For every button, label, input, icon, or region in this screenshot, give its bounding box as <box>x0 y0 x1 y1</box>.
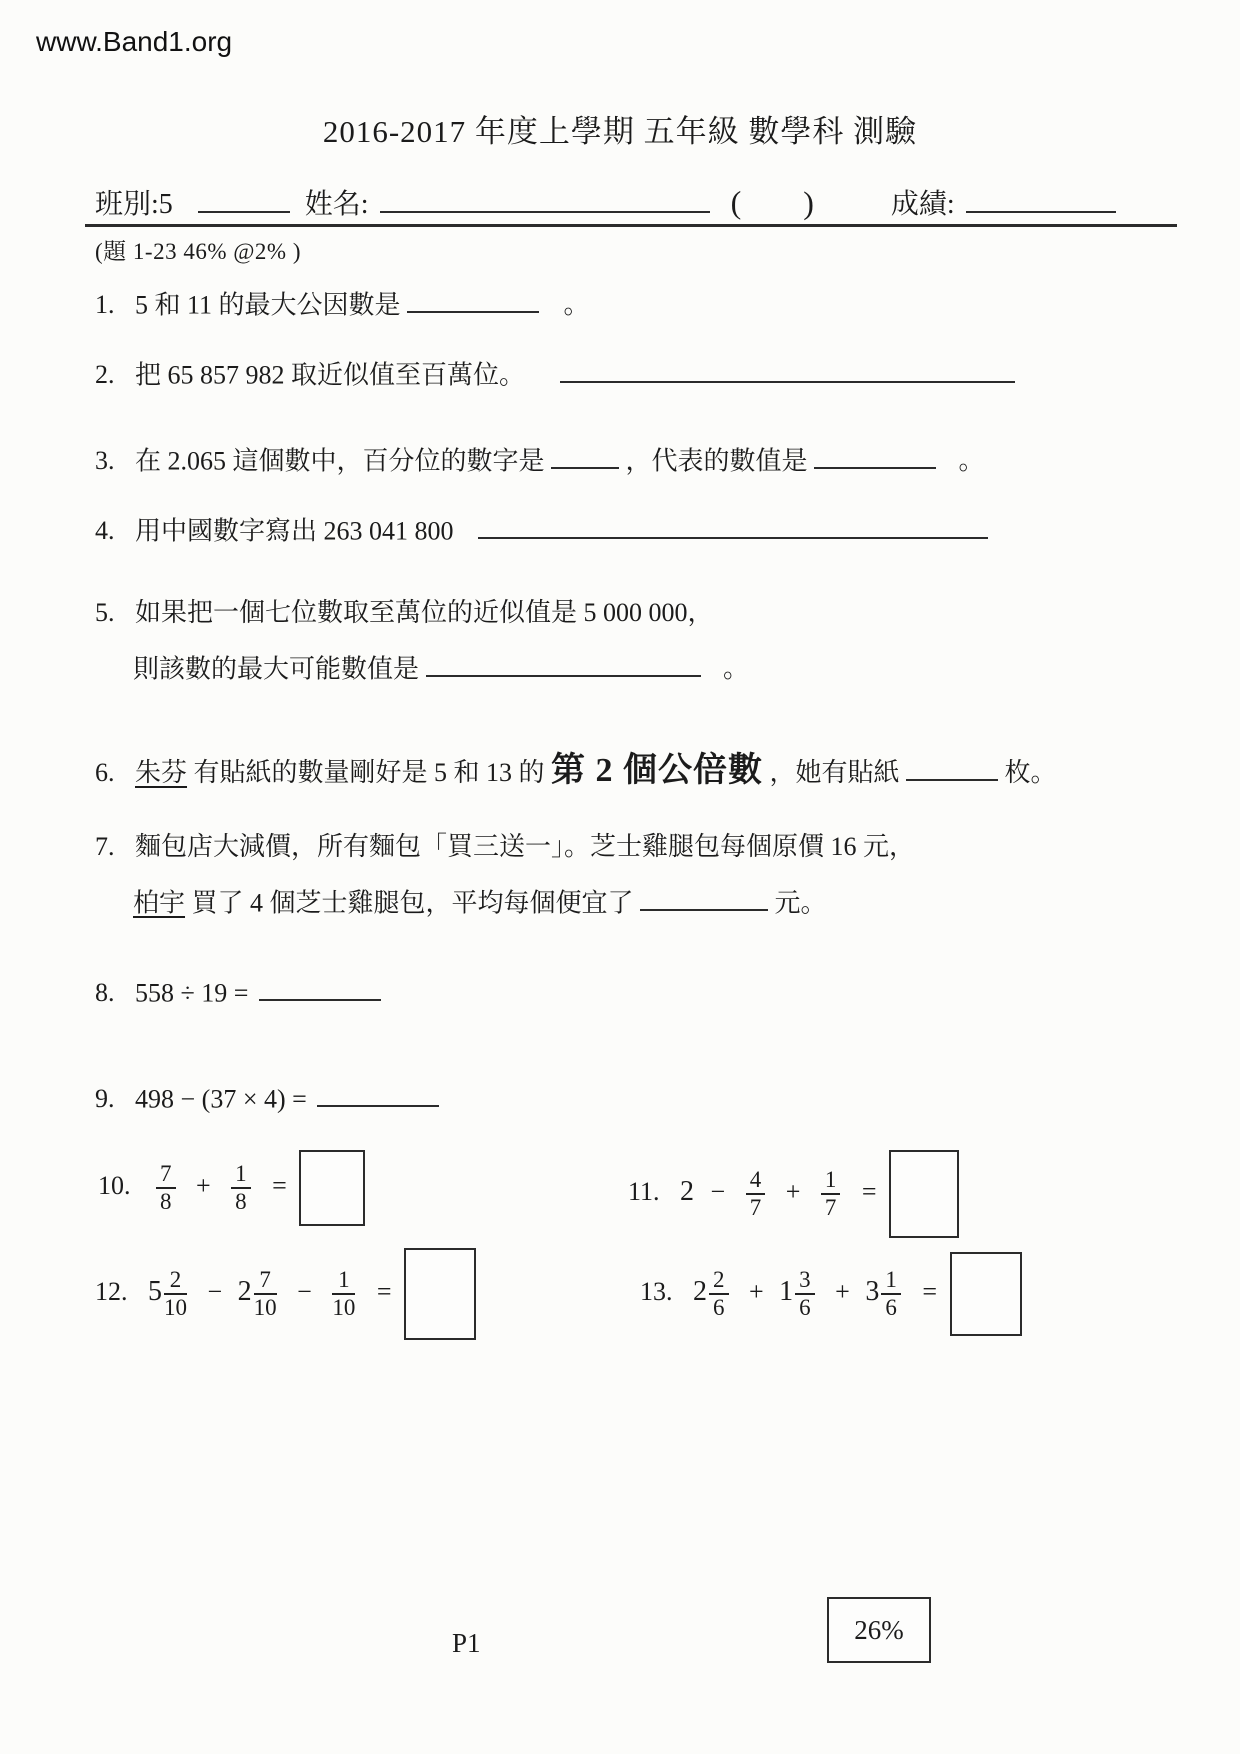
question-text-after: 。 <box>563 290 590 320</box>
answer-blank <box>906 752 998 781</box>
header-divider <box>85 224 1177 227</box>
fraction-numerator: 3 <box>795 1268 815 1295</box>
question-text: 5 和 11 的最大公因數是 <box>135 290 401 320</box>
fraction-denominator: 10 <box>332 1294 356 1320</box>
expression: 498 − (37 × 4) = <box>135 1084 307 1114</box>
question-number: 6. <box>95 758 115 787</box>
fraction <box>164 1268 187 1321</box>
student-name-underlined: 朱芬 <box>135 758 188 787</box>
operator: + <box>749 1276 764 1306</box>
fraction-denominator: 8 <box>160 1188 172 1214</box>
whole-number: 2 <box>237 1275 252 1307</box>
answer-blank <box>814 440 936 469</box>
emphasized-text: 第 2 個公倍數 <box>551 752 764 789</box>
question-text: ，代表的數值是 <box>625 446 808 476</box>
answer-box <box>889 1150 959 1238</box>
question-text: ，她有貼紙 <box>769 758 900 787</box>
fraction-denominator: 6 <box>713 1294 725 1320</box>
question-number: 8. <box>95 978 115 1008</box>
question-2 <box>95 354 1015 391</box>
question-8 <box>95 972 381 1008</box>
name-label: 姓名: <box>304 189 369 221</box>
fraction-numerator: 1 <box>881 1268 901 1295</box>
question-number: 7. <box>95 832 115 861</box>
operator: + <box>196 1170 211 1200</box>
question-9 <box>95 1078 439 1114</box>
question-text-after: 。 <box>723 654 750 684</box>
fraction-numerator: 2 <box>164 1268 187 1295</box>
section-note: (題 1-23 46% @2% ) <box>95 239 301 264</box>
question-1 <box>95 284 590 321</box>
question-7-line2 <box>133 882 827 919</box>
fraction <box>881 1268 901 1321</box>
equals-sign: = <box>861 1176 877 1206</box>
fraction-denominator: 6 <box>885 1294 897 1320</box>
question-5-line2 <box>133 648 749 685</box>
whole-number: 2 <box>680 1175 695 1207</box>
question-text: 有貼紙的數量剛好是 5 和 13 的 <box>193 758 545 787</box>
fraction <box>795 1268 815 1321</box>
question-text-after: 。 <box>958 446 985 476</box>
fraction <box>332 1268 355 1321</box>
name-blank <box>380 182 710 213</box>
site-watermark: www.Band1.org <box>36 26 233 57</box>
fraction-denominator: 6 <box>799 1294 811 1320</box>
question-text: 麵包店大減價，所有麵包「買三送一」。芝士雞腿包每個原價 16 元， <box>135 832 916 861</box>
student-name-underlined: 柏宇 <box>133 888 186 918</box>
question-10 <box>98 1150 365 1226</box>
paren-left: ( <box>730 184 742 221</box>
question-4 <box>95 510 988 547</box>
fraction-numerator: 1 <box>332 1268 355 1295</box>
score-percentage-box: 26% <box>827 1597 931 1663</box>
fraction-denominator: 8 <box>235 1188 247 1214</box>
fraction <box>231 1162 251 1215</box>
fraction <box>821 1168 841 1221</box>
question-text: 則該數的最大可能數值是 <box>133 654 420 684</box>
fraction <box>156 1162 176 1215</box>
answer-blank <box>478 510 988 539</box>
whole-number: 3 <box>865 1275 880 1307</box>
question-text: 把 65 857 982 取近似值至百萬位。 <box>135 360 526 390</box>
question-text-after: 元。 <box>774 888 827 918</box>
fraction-numerator: 4 <box>746 1168 766 1195</box>
question-number: 10. <box>98 1170 131 1200</box>
question-number: 5. <box>95 598 115 627</box>
question-number: 4. <box>95 516 115 546</box>
answer-box <box>299 1150 365 1226</box>
page-title: 2016-2017 年度上學期 五年級 數學科 測驗 <box>322 114 918 149</box>
question-number: 12. <box>95 1276 128 1306</box>
operator: + <box>835 1276 850 1306</box>
answer-blank <box>426 648 701 677</box>
fraction-denominator: 10 <box>164 1294 187 1320</box>
equals-sign: = <box>272 1170 287 1200</box>
mixed-number <box>237 1266 282 1320</box>
answer-blank <box>560 354 1015 383</box>
fraction-numerator: 7 <box>254 1268 277 1295</box>
whole-number: 2 <box>693 1275 707 1307</box>
mixed-number <box>148 1266 192 1320</box>
question-6 <box>95 742 1057 791</box>
class-blank <box>198 182 290 213</box>
score-label: 成績: <box>890 189 955 221</box>
fraction-numerator: 1 <box>821 1168 841 1195</box>
operator: − <box>207 1276 223 1306</box>
fraction-numerator: 7 <box>156 1162 176 1189</box>
question-12 <box>95 1248 476 1340</box>
question-number: 11. <box>628 1176 660 1206</box>
expression: 558 ÷ 19 = <box>135 978 249 1008</box>
question-3 <box>95 440 985 477</box>
class-label: 班別:5 <box>95 189 173 221</box>
question-11 <box>628 1150 959 1238</box>
question-text: 如果把一個七位數取至萬位的近似值是 5 000 000， <box>135 598 714 627</box>
operator: + <box>785 1176 801 1206</box>
question-text: 在 2.065 這個數中，百分位的數字是 <box>135 446 545 476</box>
question-5-line1 <box>95 592 714 629</box>
fraction-numerator: 1 <box>231 1162 251 1189</box>
equals-sign: = <box>922 1276 938 1306</box>
answer-blank <box>640 882 768 911</box>
fraction <box>254 1268 277 1321</box>
fraction <box>746 1168 766 1221</box>
answer-blank <box>407 284 539 313</box>
question-13 <box>640 1252 1022 1336</box>
whole-number: 1 <box>779 1275 794 1307</box>
question-text: 買了 4 個芝士雞腿包，平均每個便宜了 <box>191 888 634 918</box>
operator: − <box>297 1276 312 1306</box>
question-number: 13. <box>640 1276 673 1306</box>
answer-blank <box>259 972 381 1001</box>
question-number: 2. <box>95 360 115 390</box>
whole-number: 5 <box>148 1275 162 1307</box>
score-blank <box>966 182 1116 213</box>
answer-blank <box>551 440 619 469</box>
question-text-after: 枚。 <box>1004 758 1057 787</box>
answer-blank <box>317 1078 439 1107</box>
student-info-row <box>95 182 1185 222</box>
fraction-denominator: 7 <box>824 1194 837 1220</box>
operator: − <box>710 1176 726 1206</box>
mixed-number <box>865 1266 906 1320</box>
answer-box <box>404 1248 476 1340</box>
mixed-number <box>693 1266 734 1320</box>
fraction-denominator: 7 <box>749 1194 762 1220</box>
question-7-line1 <box>95 826 915 863</box>
question-number: 9. <box>95 1084 115 1114</box>
mixed-number <box>779 1266 820 1320</box>
page-number: P1 <box>452 1628 481 1658</box>
fraction-denominator: 10 <box>253 1294 277 1320</box>
question-number: 1. <box>95 290 115 320</box>
answer-box <box>950 1252 1022 1336</box>
fraction <box>709 1268 729 1321</box>
question-number: 3. <box>95 446 115 476</box>
paren-right: ) <box>803 184 814 221</box>
equals-sign: = <box>376 1276 392 1306</box>
fraction-numerator: 2 <box>709 1268 729 1295</box>
question-text: 用中國數字寫出 263 041 800 <box>135 516 454 546</box>
